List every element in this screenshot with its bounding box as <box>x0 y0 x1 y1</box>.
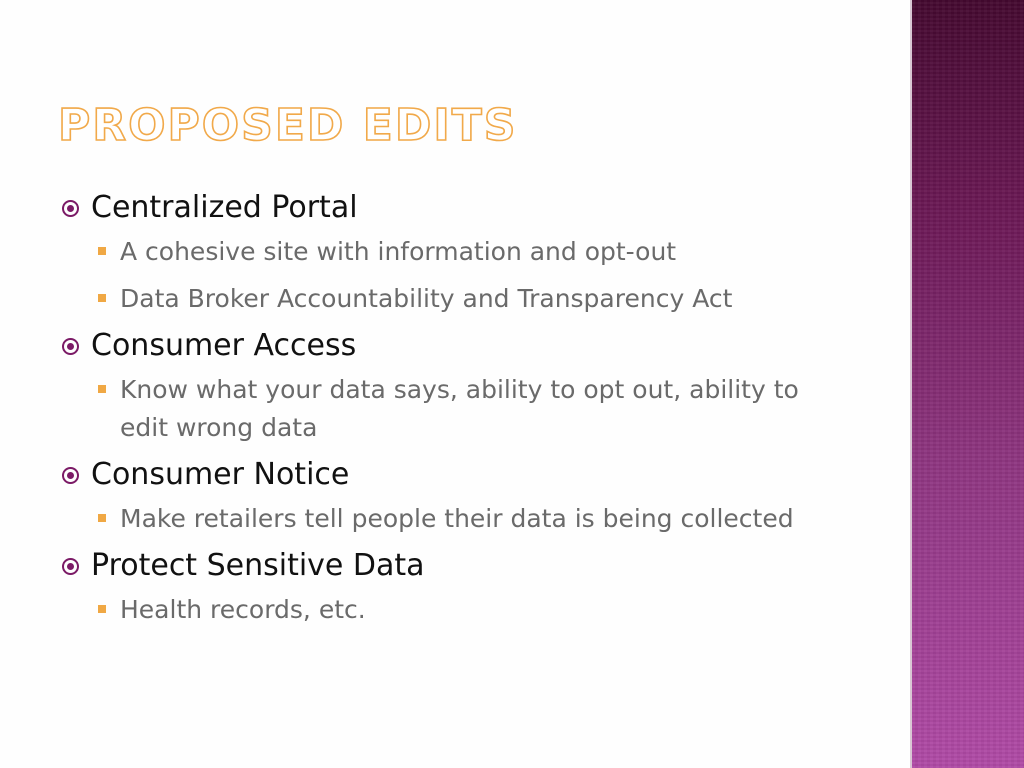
bullet-list <box>62 186 862 629</box>
bullet-item-consumer-access <box>62 324 862 447</box>
sub-bullet-text: Data Broker Accountability and Transparency Act <box>120 284 733 313</box>
square-bullet-icon <box>98 514 106 522</box>
sub-bullet-text: A cohesive site with information and opt-out <box>120 237 677 266</box>
sub-bullet-text: Know what your data says, ability to opt out, ability to edit wrong data <box>120 375 799 442</box>
circle-dot-bullet-icon <box>62 467 79 484</box>
sub-bullet-item <box>98 588 862 629</box>
square-bullet-icon <box>98 294 106 302</box>
circle-dot-bullet-icon <box>62 338 79 355</box>
bullet-label: Protect Sensitive Data <box>91 548 425 583</box>
circle-dot-bullet-icon <box>62 200 79 217</box>
square-bullet-icon <box>98 605 106 613</box>
bullet-label: Consumer Notice <box>91 457 350 492</box>
sub-bullet-item <box>98 277 862 318</box>
bullet-label: Consumer Access <box>91 328 357 363</box>
sub-bullet-item <box>98 368 862 447</box>
bullet-item-centralized-portal <box>62 186 862 318</box>
square-bullet-icon <box>98 385 106 393</box>
bullet-label: Centralized Portal <box>91 190 358 225</box>
bullet-item-consumer-notice <box>62 453 862 538</box>
circle-dot-bullet-icon <box>62 558 79 575</box>
decorative-side-band <box>912 0 1024 768</box>
square-bullet-icon <box>98 247 106 255</box>
sub-bullet-text: Health records, etc. <box>120 595 366 624</box>
slide-title: PROPOSED EDITS <box>58 100 518 151</box>
sub-bullet-item <box>98 497 862 538</box>
bullet-item-protect-sensitive-data <box>62 544 862 629</box>
sub-bullet-text: Make retailers tell people their data is being collected <box>120 504 794 533</box>
sub-bullet-item <box>98 230 862 271</box>
